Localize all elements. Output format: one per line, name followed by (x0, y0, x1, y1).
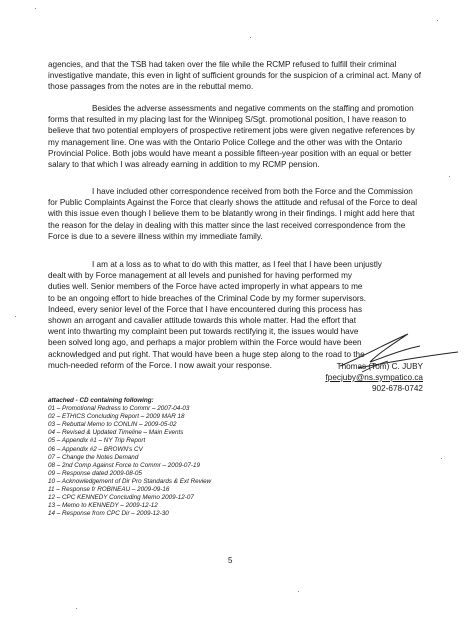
attachment-item: 12 – CPC KENNEDY Concluding Memo 2009-12-07 (48, 494, 194, 502)
paragraph-4-line: much-needed reform of the Force. I now await your response. (48, 360, 272, 370)
signature-block (325, 361, 423, 394)
attachment-item: 03 – Rebuttal Memo to CONLIN – 2009-05-02 (48, 421, 177, 429)
attachment-item: 14 – Response from CPC Dir – 2009-12-30 (48, 510, 169, 518)
attachment-item: 13 – Memo to KENNEDY – 2009-12-12 (48, 502, 158, 510)
paragraph-4-line: been solved long ago, and perhaps a major problem within the Force would have been (48, 338, 362, 348)
paragraph-4-line: shown an arrogant and cavalier attitude towards this whole matter. Had the effort that (48, 316, 356, 326)
attachment-item: 07 – Change the Notes Demand (48, 453, 139, 461)
paragraph-4-line: duties well. Senior members of the Force have acted improperly in what appears to me (48, 282, 363, 292)
scan-speck (298, 591, 299, 592)
paragraph-4-line: went into thwarting my complaint been put towards rectifying it, the issues would have (48, 327, 359, 337)
scan-speck (35, 8, 36, 9)
paragraph-1: agencies, and that the TSB had taken over the file while the RCMP refused to fulfill their criminal investigative mandate, this even in light of sufficient grounds for the suspicion of a criminal act. Many of those passages from the notes are in the rebuttal memo. (48, 60, 422, 92)
attachment-item: 09 – Response dated 2009-08-05 (48, 469, 142, 477)
scan-speck (437, 20, 438, 21)
paragraph-4-line: to be an ongoing effort to hide breaches of the Criminal Code by my former supervisors. (48, 293, 366, 303)
attachments-items (48, 405, 368, 518)
attachment-item: 11 – Response fr ROBINEAU – 2009-09-16 (48, 486, 170, 494)
attachments-title: attached - CD containing following: (48, 397, 154, 404)
attachment-item: 01 – Promotional Redress to Commr – 2007-04-03 (48, 405, 190, 413)
attachment-item: 08 – 2nd Comp Against Force to Commr – 2009-07-19 (48, 461, 201, 469)
paragraph-4-line: I am at a loss as to what to do with this matter, as I feel that I have been unjustly (92, 260, 382, 269)
attachments-list (48, 397, 368, 518)
scan-speck (76, 608, 77, 609)
paragraph-2: Besides the adverse assessments and negative comments on the staffing and promotion forms that resulted in my placing last for the Winnipeg S/Sgt. promotional position, I have reason to believe that two potential employers of prospective retirement jobs were given negative references by my management line. One was with the Ontario Police College and the other was with the Ontario Provincial Police. Both jobs would have meant a possible fifteen-year position with an equal or better salary to that which I was already earning in addition to my RCMP pension. (48, 104, 415, 170)
attachment-item: 10 – Acknowledgement of Dir Pro Standards & Ext Review (48, 477, 212, 485)
paragraph-4-line: Indeed, every senior level of the Force that I have encountered during this process has (48, 304, 363, 314)
scan-speck (250, 37, 251, 38)
scan-speck (15, 316, 16, 317)
scan-speck (449, 176, 450, 177)
page-number: 5 (228, 556, 233, 565)
signer-name: Thomas (Tom) C. JUBY (336, 362, 423, 371)
attachment-item: 04 – Revised & Updated Timeline – Main Events (48, 429, 184, 437)
paragraph-4-line: acknowledged and put right. That would have been a huge step along to the road to the (48, 349, 365, 359)
paragraph-4-line: dealt with by Force management at all levels and punished for having performed my (48, 271, 353, 281)
attachment-item: 05 – Appendix #1 – NY Trip Report (48, 437, 146, 445)
signer-phone: 902-678-0742 (372, 384, 423, 393)
scan-speck (441, 458, 442, 459)
attachment-item: 06 – Appendix #2 – BROWN's CV (48, 445, 143, 453)
signer-email-link[interactable]: fpecjuby@ns.sympatico.ca (325, 373, 423, 382)
paragraph-3: I have included other correspondence received from both the Force and the Commission for Public Complaints Against the Force that clearly shows the attitude and refusal of the Force to deal with this issue even though I believe them to be blatantly wrong in their findings. I might add here that the reason for the delay in dealing with this matter since the last received correspondence from the Force is due to a severe illness within my immediate family. (48, 187, 418, 241)
attachment-item: 02 – ETHICS Concluding Report – 2009 MAR 18 (48, 413, 185, 421)
